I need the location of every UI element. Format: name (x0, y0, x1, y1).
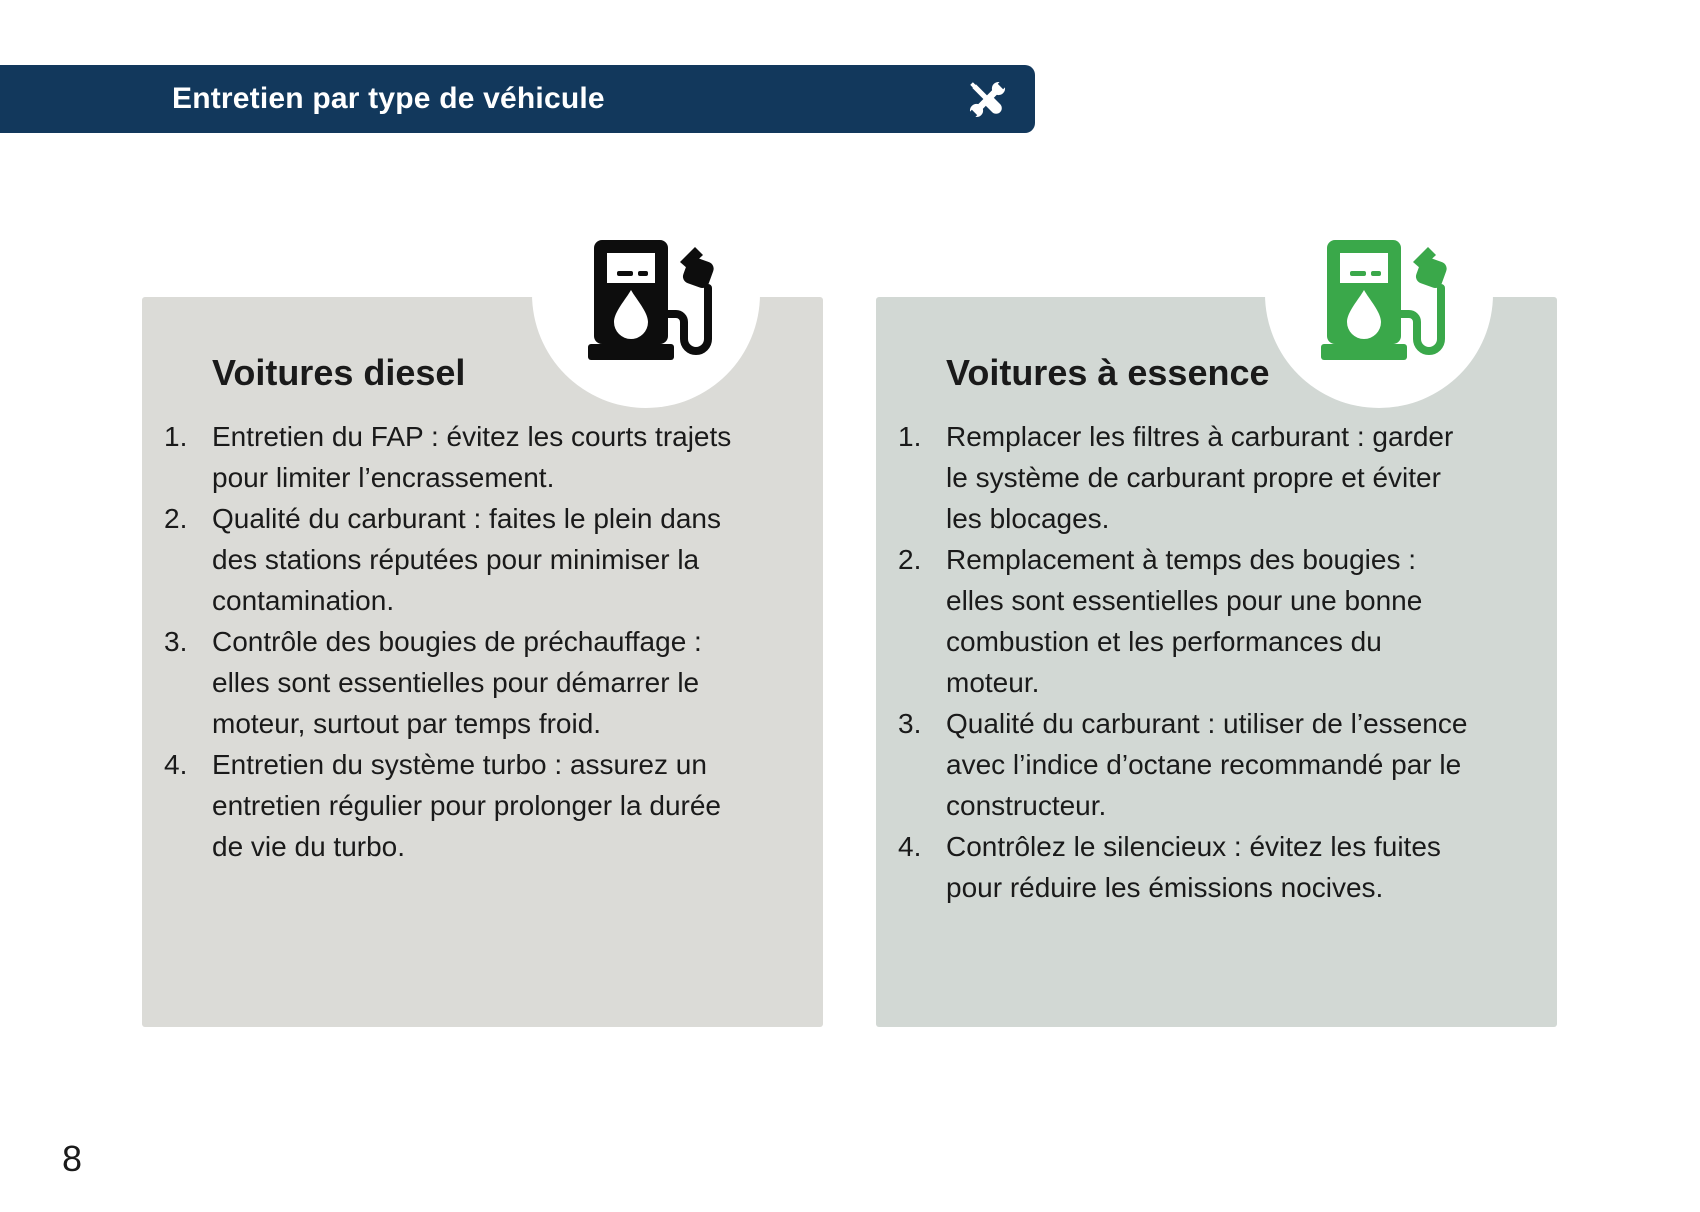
fuel-pump-icon (1313, 238, 1449, 370)
section-title: Entretien par type de véhicule (172, 82, 605, 115)
card-petrol (876, 297, 1557, 1027)
list-item: Contrôle des bougies de préchauffage : elles sont essentielles pour démarrer le moteur, surtout par temps froid. (212, 626, 702, 739)
list-item: Remplacer les filtres à carburant : garder le système de carburant propre et éviter les blocages. (946, 421, 1454, 534)
list-item: Entretien du système turbo : assurez un entretien régulier pour prolonger la durée de vie du turbo. (212, 749, 721, 862)
page-number: 8 (62, 1138, 83, 1179)
list-item: Qualité du carburant : utiliser de l’essence avec l’indice d’octane recommandé par le constructeur. (946, 708, 1468, 821)
list-item: Entretien du FAP : évitez les courts trajets pour limiter l’encrassement. (212, 421, 732, 493)
list-item: Qualité du carburant : faites le plein dans des stations réputées pour minimiser la contamination. (212, 503, 721, 616)
wrench-screwdriver-icon (964, 76, 1011, 123)
card-title-diesel: Voitures diesel (212, 352, 466, 393)
petrol-tips-list (898, 416, 1470, 908)
diesel-tips-list (164, 416, 736, 867)
fuel-pump-icon (580, 238, 716, 370)
list-item: Contrôlez le silencieux : évitez les fuites pour réduire les émissions nocives. (946, 831, 1441, 903)
card-title-petrol: Voitures à essence (946, 352, 1270, 393)
card-diesel (142, 297, 823, 1027)
section-header (0, 65, 1035, 133)
list-item: Remplacement à temps des bougies : elles sont essentielles pour une bonne combustion et les performances du moteur. (946, 544, 1423, 698)
